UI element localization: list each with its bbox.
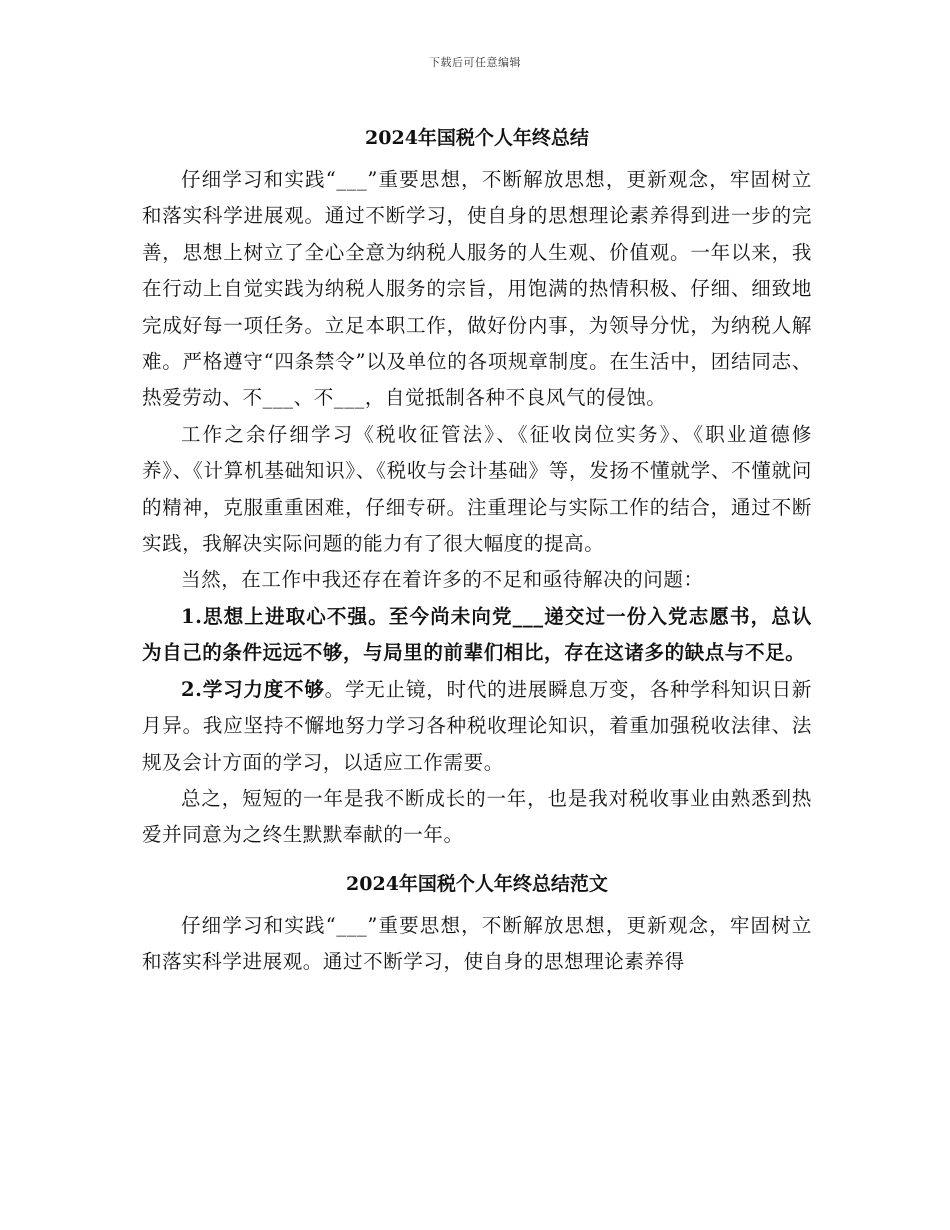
- section1-paragraph-5: [142, 672, 812, 781]
- header-note: 下载后可任意编辑: [429, 56, 521, 69]
- section1-paragraph-4: 1.思想上进取心不强。至今尚未向党___递交过一份入党志愿书，总认为自己的条件远远不够，与局里的前辈们相比，存在这诸多的缺点与不足。: [142, 604, 812, 665]
- section2-paragraph-1: 仔细学习和实践“___”重要思想，不断解放思想，更新观念，牢固树立和落实科学进展观。通过不断学习，使自身的思想理论素养得: [142, 913, 812, 974]
- section1-title: 2024年国税个人年终总结: [365, 127, 589, 149]
- section1-paragraph-2: 工作之余仔细学习《税收征管法》、《征收岗位实务》、《职业道德修养》、《计算机基础知识》、《税收与会计基础》等，发扬不懂就学、不懂就问的精神，克服重重困难，仔细专研。注重理论与实际工作的结合，通过不断实践，我解决实际问题的能力有了很大幅度的提高。: [142, 422, 812, 556]
- section1-paragraph-3: 当然，在工作中我还存在着许多的不足和亟待解决的问题：: [181, 568, 704, 592]
- section2-title: 2024年国税个人年终总结范文: [346, 872, 608, 895]
- section1-paragraph-6: 总之，短短的一年是我不断成长的一年，也是我对税收事业由熟悉到热爱并同意为之终生默默奉献的一年。: [142, 786, 812, 847]
- section1-paragraph-5-body: 。学无止镜，时代的进展瞬息万变，各种学科知识日新月异。我应坚持不懈地努力学习各种税收理论知识，着重加强税收法律、法规及会计方面的学习，以适应工作需要。: [142, 677, 812, 774]
- section1-paragraph-5-lead: 2.学习力度不够: [181, 677, 325, 701]
- document-content: [142, 118, 812, 981]
- section1-paragraph-1: 仔细学习和实践“___”重要思想，不断解放思想，更新观念，牢固树立和落实科学进展观。通过不断学习，使自身的思想理论素养得到进一步的完善，思想上树立了全心全意为纳税人服务的人生观、价值观。一年以来，我在行动上自觉实践为纳税人服务的宗旨，用饱满的热情积极、仔细、细致地完成好每一项任务。立足本职工作，做好份内事，为领导分忧，为纳税人解难。严格遵守“四条禁令”以及单位的各项规章制度。在生活中，团结同志、热爱劳动、不___、不___，自觉抵制各种不良风气的侵蚀。: [142, 168, 812, 410]
